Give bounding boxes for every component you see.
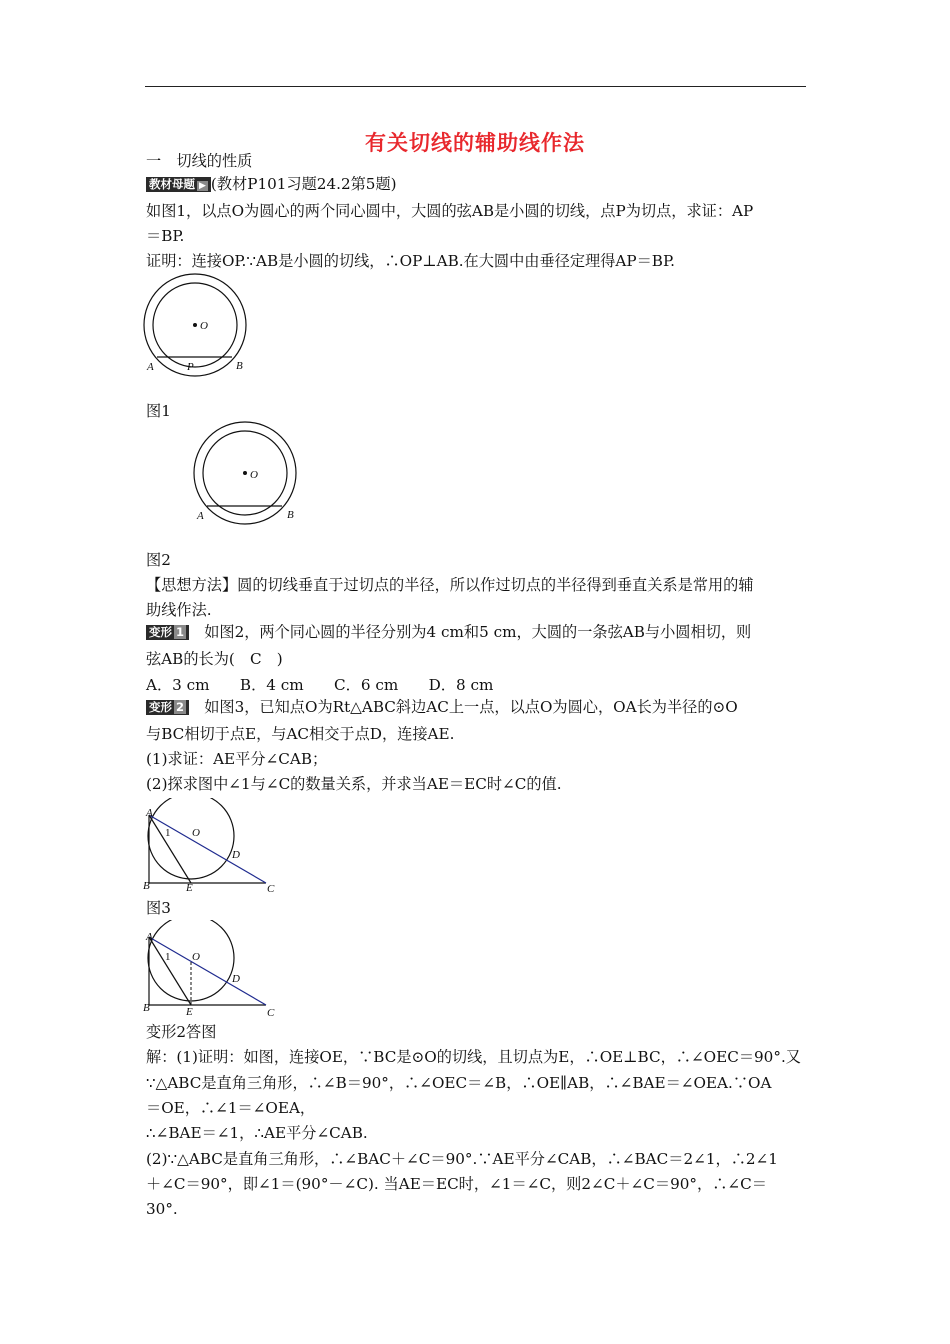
- fig3-label-a: A: [146, 807, 153, 819]
- fig1-caption: 图1: [146, 402, 171, 420]
- fig1-label-b: B: [236, 360, 243, 372]
- problem-line-2: ＝BP.: [146, 227, 185, 245]
- textbook-source: (教材P101习题24.2第5题): [210, 175, 397, 193]
- fig1-label-p: P: [187, 361, 194, 373]
- fig2-label-b: B: [287, 509, 294, 521]
- fig2-label-a: A: [197, 510, 204, 522]
- fig3-segment-ae: [149, 815, 191, 883]
- fig1-label-a: A: [147, 361, 154, 373]
- variant2-q2: (2)探求图中∠1与∠C的数量关系，并求当AE＝EC时∠C的值.: [146, 775, 562, 793]
- fig3-caption: 图3: [146, 899, 171, 917]
- textbook-line: [146, 174, 397, 194]
- variant1-line-1: 变形 1 如图2，两个同心圆的半径分别为4 cm和5 cm，大圆的一条弦AB与小圆相切，则: [146, 622, 751, 642]
- figure-1: [140, 272, 255, 378]
- problem-line-1: 如图1，以点O为圆心的两个同心圆中，大圆的弦AB是小圆的切线，点P为切点，求证：AP: [146, 202, 754, 220]
- variant2-line-2: 与BC相切于点E，与AC相交于点D，连接AE.: [146, 725, 455, 743]
- fig4-label-d: D: [232, 973, 240, 985]
- fig4-label-b: B: [143, 1002, 150, 1014]
- fig3-label-c: C: [267, 883, 275, 895]
- fig4-label-o: O: [192, 951, 200, 963]
- method-line-1: 【思想方法】圆的切线垂直于过切点的半径，所以作过切点的半径得到垂直关系是常用的辅: [146, 576, 754, 594]
- fig3-hypotenuse-ac: [149, 815, 266, 883]
- fig2-caption: 图2: [146, 551, 171, 569]
- solution-line-4: ∴∠BAE＝∠1，∴AE平分∠CAB.: [146, 1124, 368, 1142]
- solution-line-3: ＝OE，∴∠1＝∠OEA，: [146, 1099, 316, 1117]
- fig2-label-o: O: [250, 469, 258, 481]
- fig1-label-o: O: [200, 320, 208, 332]
- figure-4: [140, 920, 280, 1022]
- proof-line: 证明：连接OP.∵AB是小圆的切线，∴OP⊥AB.在大圆中由垂径定理得AP＝BP.: [146, 252, 675, 270]
- figure-3: [140, 798, 280, 898]
- variant2-tag: 变形 2: [146, 700, 189, 715]
- fig1-center-dot: [193, 323, 197, 327]
- section-heading: 一 切线的性质: [146, 152, 253, 170]
- play-icon: ▶: [199, 181, 206, 191]
- method-line-2: 助线作法.: [146, 601, 212, 619]
- fig4-label-1: 1: [165, 951, 171, 963]
- fig4-label-e: E: [186, 1006, 193, 1018]
- fig4-caption: 变形2答图: [146, 1023, 217, 1041]
- solution-line-5: (2)∵△ABC是直角三角形，∴∠BAC＋∠C＝90°.∵AE平分∠CAB，∴∠BAC＝2∠1，∴2∠1: [146, 1150, 778, 1168]
- fig3-label-d: D: [232, 849, 240, 861]
- variant1-options: A．3 cm B．4 cm C．6 cm D．8 cm: [146, 676, 494, 694]
- solution-line-2: ∵△ABC是直角三角形，∴∠B＝90°，∴∠OEC＝∠B，∴OE∥AB，∴∠BAE＝∠OEA.∵OA: [146, 1074, 772, 1092]
- fig3-label-1: 1: [165, 827, 171, 839]
- fig2-center-dot: [243, 471, 247, 475]
- header-rule: [145, 86, 806, 87]
- fig3-circle: [148, 798, 234, 879]
- fig4-label-c: C: [267, 1007, 275, 1019]
- fig3-label-e: E: [186, 882, 193, 894]
- variant2-q1: (1)求证：AE平分∠CAB；: [146, 750, 328, 768]
- fig3-label-b: B: [143, 880, 150, 892]
- variant1-tag: 变形 1: [146, 625, 189, 640]
- solution-line-7: 30°.: [146, 1200, 178, 1218]
- variant1-line-2: 弦AB的长为( C ): [146, 650, 283, 668]
- fig4-label-a: A: [146, 931, 153, 943]
- solution-line-1: 解：(1)证明：如图，连接OE，∵BC是⊙O的切线，且切点为E，∴OE⊥BC，∴∠OEC＝90°.又: [146, 1048, 801, 1066]
- figure-2: [190, 421, 305, 527]
- fig4-segment-ae: [149, 937, 191, 1005]
- page-title: 有关切线的辅助线作法: [365, 131, 585, 155]
- textbook-tag: 教材母题 ▶: [146, 177, 211, 192]
- fig3-label-o: O: [192, 827, 200, 839]
- solution-line-6: ＋∠C＝90°，即∠1＝(90°－∠C). 当AE＝EC时，∠1＝∠C，则2∠C＋∠C＝90°，∴∠C＝: [146, 1175, 767, 1193]
- variant2-line-1: 变形 2 如图3，已知点O为Rt△ABC斜边AC上一点，以点O为圆心，OA长为半径的⊙O: [146, 697, 738, 717]
- fig4-hypotenuse-ac: [149, 937, 266, 1005]
